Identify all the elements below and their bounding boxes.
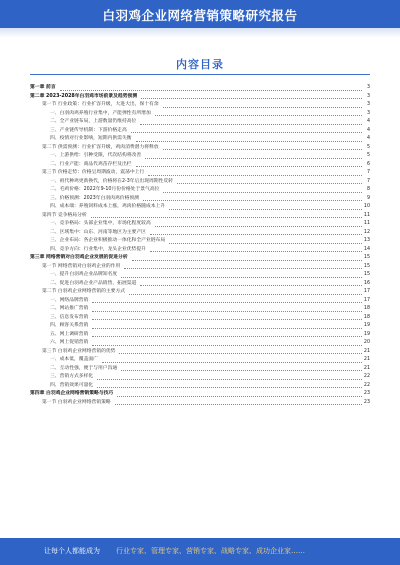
toc-entry[interactable] (30, 373, 370, 382)
toc-entry-text: 第三节 价格走势：价格呈周期波动，震荡中上行 (30, 170, 146, 175)
toc-leader-dots (117, 396, 362, 397)
toc-leader-dots (115, 404, 362, 405)
toc-entry[interactable] (30, 118, 370, 127)
toc-entry-text: 第四章 白羽鸡企业网络营销策略与技巧 (30, 391, 114, 396)
footer-slogan: 让每个人都能成为 (44, 547, 100, 555)
footer-roles: 行业专家、管理专家、营销专家、战略专家、成功企业家…… (116, 547, 305, 555)
toc-entry-text: 一、网络品牌营销 (30, 298, 90, 303)
toc-page-number: 11 (363, 220, 370, 229)
toc-page-number: 22 (363, 373, 370, 382)
toc-page-number: 5 (366, 144, 370, 153)
toc-page-number: 3 (366, 101, 370, 110)
toc-leader-dots (131, 132, 362, 133)
toc-leader-dots (163, 107, 362, 108)
toc-entry-text: 六、网上促销营销 (30, 340, 90, 345)
toc-entry-text: 第二节 白羽鸡企业网络营销的主要方式 (30, 289, 127, 294)
toc-leader-dots (140, 285, 362, 286)
toc-entry-text: 二、行业产能：商品代鸡苗存栏及出栏 (30, 162, 134, 167)
toc-page-number: 21 (363, 365, 370, 374)
toc-page-number: 18 (363, 305, 370, 314)
toc-entry-text: 第四节 竞争格局分析 (30, 213, 89, 218)
toc-page-number: 23 (363, 399, 370, 408)
toc-entry-text: 五、网上调研营销 (30, 332, 90, 337)
toc-entry[interactable] (30, 186, 370, 195)
toc-page-number: 20 (363, 339, 370, 348)
toc-leader-dots (129, 294, 362, 295)
toc-entry-text: 第二节 供需预测：行业扩容升级，鸡肉消费潜力将释放 (30, 145, 161, 150)
toc-page-number: 15 (363, 254, 370, 263)
toc-entry[interactable] (30, 101, 370, 110)
toc-leader-dots (97, 387, 362, 388)
toc-leader-dots (169, 209, 362, 210)
toc-leader-dots (102, 362, 362, 363)
toc-entry[interactable] (30, 195, 370, 204)
toc-entry-text: 三、企业布局：各企业积极推动一体化和全产业链布局 (30, 238, 167, 243)
toc-leader-dots (124, 268, 362, 269)
toc-entry[interactable] (30, 288, 370, 297)
toc-entry-text: 一、竞争格局：头部企业集中，市场化程度较高 (30, 221, 153, 226)
toc-leader-dots (92, 328, 362, 329)
toc-entry[interactable] (30, 178, 370, 187)
toc-leader-dots (140, 124, 362, 125)
toc-leader-dots (136, 141, 362, 142)
toc-leader-dots (145, 158, 362, 159)
toc-leader-dots (155, 226, 362, 227)
toc-leader-dots (169, 243, 362, 244)
toc-entry[interactable] (30, 339, 370, 348)
toc-leader-dots (148, 175, 362, 176)
toc-entry-text: 三、产业链传导机制：下游价格走高 (30, 128, 129, 133)
toc-page-number: 22 (363, 382, 370, 391)
toc-entry[interactable] (30, 220, 370, 229)
toc-page-number: 3 (366, 84, 370, 93)
toc-leader-dots (132, 260, 362, 261)
toc-entry-text: 第二章 2023-2028年白羽鸡市场前景及趋势预测 (30, 93, 138, 99)
toc-leader-dots (92, 302, 362, 303)
toc-entry[interactable] (30, 152, 370, 161)
toc-entry[interactable] (30, 365, 370, 374)
toc-entry-text: 四、成本端：养殖饲料成本上涨，鸡肉价格随成本上升 (30, 204, 167, 209)
toc-entry-text: 第一节 白羽鸡企业网络营销策略 (30, 400, 113, 405)
toc-entry-text: 四、顾客关系营销 (30, 323, 90, 328)
toc-page-number: 15 (363, 263, 370, 272)
toc-entry[interactable] (30, 144, 370, 153)
toc-page-number: 16 (363, 280, 370, 289)
toc-entry[interactable] (30, 305, 370, 314)
toc-entry[interactable] (30, 382, 370, 391)
toc-entry-text: 二、全产业链布局，上游数量仍维持高位 (30, 119, 138, 124)
toc-page-number: 9 (366, 195, 370, 204)
toc-leader-dots (97, 379, 362, 380)
toc-entry-text: 三、信息发布营销 (30, 315, 90, 320)
toc-entry[interactable] (30, 399, 370, 408)
toc-list (30, 84, 370, 407)
toc-leader-dots (92, 336, 362, 337)
toc-entry[interactable] (30, 237, 370, 246)
toc-entry-text: 一、上游供给：引种受限，代次结构将改善 (30, 153, 143, 158)
toc-page-number: 5 (366, 152, 370, 161)
toc-entry[interactable] (30, 331, 370, 340)
toc-leader-dots (91, 217, 362, 218)
toc-entry[interactable] (30, 356, 370, 365)
toc-entry[interactable] (30, 254, 370, 263)
toc-leader-dots (177, 183, 362, 184)
toc-leader-dots (136, 166, 362, 167)
toc-leader-dots (121, 277, 362, 278)
toc-page-number: 19 (363, 322, 370, 331)
toc-entry-text: 四、竞争方向：行业集中，龙头企业优势提升 (30, 247, 148, 252)
toc-entry[interactable] (30, 390, 370, 399)
toc-entry[interactable] (30, 263, 370, 272)
toc-entry-text: 二、毛鸡价格：2022年9-10月份价格处于景气高位 (30, 187, 161, 192)
toc-entry[interactable] (30, 203, 370, 212)
toc-entry[interactable] (30, 229, 370, 238)
toc-leader-dots (92, 319, 362, 320)
toc-page-number: 3 (366, 110, 370, 119)
toc-leader-dots (150, 234, 362, 235)
toc-entry[interactable] (30, 110, 370, 119)
toc-entry[interactable] (30, 280, 370, 289)
toc-entry[interactable] (30, 297, 370, 306)
toc-entry-text: 第一节 行业政策：行业扩容升级，大进大出，保十有余 (30, 102, 161, 107)
toc-leader-dots (92, 311, 362, 312)
report-header (0, 0, 400, 28)
toc-entry[interactable] (30, 314, 370, 323)
report-footer (0, 538, 400, 565)
toc-entry-text: 第三节 白羽鸡企业网络营销的优势 (30, 349, 117, 354)
toc-page-number: 4 (366, 118, 370, 127)
toc-entry[interactable] (30, 212, 370, 221)
toc-page-number: 15 (363, 271, 370, 280)
toc-entry-text: 二、区域集中：山东、河南等地区为主要产区 (30, 230, 148, 235)
toc-page-number: 19 (363, 331, 370, 340)
toc-entry[interactable] (30, 271, 370, 280)
toc-page-number: 4 (366, 127, 370, 136)
toc-page-number: 10 (363, 203, 370, 212)
toc-leader-dots (121, 370, 362, 371)
toc-title: 内容目录 (176, 58, 224, 71)
toc-entry[interactable] (30, 84, 370, 93)
toc-entry[interactable] (30, 135, 370, 144)
toc-entry-text: 二、网站推广营销 (30, 306, 90, 311)
toc-leader-dots (155, 115, 362, 116)
toc-page-number: 17 (363, 288, 370, 297)
toc-entry-text: 四、疫情对行业影响，短期内供需失衡 (30, 136, 134, 141)
toc-entry-text: 一、白羽肉鸡养殖行业集中，产能弹性有所增加 (30, 111, 153, 116)
toc-entry-text: 三、价格预测：2023年白羽肉鸡价格预测 (30, 196, 141, 201)
toc-leader-dots (163, 192, 362, 193)
toc-entry-text: 一、祖代种鸡更新换代，价格将在2-3年后出现周期性反转 (30, 179, 175, 184)
report-title: 白羽鸡企业网络营销策略研究报告 (102, 8, 298, 23)
toc-entry[interactable] (30, 322, 370, 331)
toc-page-number: 7 (366, 169, 370, 178)
toc-page-number: 17 (363, 297, 370, 306)
toc-leader-dots (143, 200, 362, 201)
toc-leader-dots (60, 90, 362, 91)
toc-page-number: 4 (366, 135, 370, 144)
toc-page-number: 21 (363, 356, 370, 365)
toc-entry-text: 第三章 网络营销对白羽鸡企业发展的促进分析 (30, 255, 128, 260)
toc-page-number: 21 (363, 348, 370, 357)
toc-entry[interactable] (30, 93, 370, 102)
toc-entry[interactable] (30, 348, 370, 357)
toc-leader-dots (119, 353, 362, 354)
toc-page-number: 14 (363, 246, 370, 255)
toc-page-number: 8 (366, 186, 370, 195)
toc-entry-text: 第一节 网络营销对白羽鸡企业的作用 (30, 264, 122, 269)
toc-entry-text: 一、提升白羽鸡企业品牌知名度 (30, 272, 119, 277)
toc-page-number: 12 (363, 229, 370, 238)
toc-entry-text: 二、促进白羽鸡企业产品销售，拓展渠道 (30, 281, 138, 286)
toc-page-number: 7 (366, 178, 370, 187)
toc-page-number: 3 (366, 93, 370, 102)
toc-entry[interactable] (30, 169, 370, 178)
toc-page-number: 13 (363, 237, 370, 246)
toc-entry-text: 四、营销效果可量化 (30, 383, 95, 388)
header-gradient (0, 28, 400, 38)
toc-leader-dots (141, 98, 362, 99)
toc-leader-dots (92, 345, 362, 346)
toc-page-number: 6 (366, 161, 370, 170)
toc-entry-text: 三、营销方式多样化 (30, 374, 95, 379)
toc-entry-text: 二、互动性强，便于与用户沟通 (30, 366, 119, 371)
toc-page-number: 11 (363, 212, 370, 221)
toc-leader-dots (150, 251, 362, 252)
toc-entry[interactable] (30, 161, 370, 170)
toc-leader-dots (163, 149, 362, 150)
toc-entry[interactable] (30, 246, 370, 255)
toc-page-number: 23 (363, 390, 370, 399)
toc-page-number: 18 (363, 314, 370, 323)
toc-entry-text: 第一章 前言 (30, 85, 56, 90)
toc-divider (30, 74, 370, 75)
toc-entry[interactable] (30, 127, 370, 136)
toc-entry-text: 一、成本低，覆盖面广 (30, 357, 100, 362)
